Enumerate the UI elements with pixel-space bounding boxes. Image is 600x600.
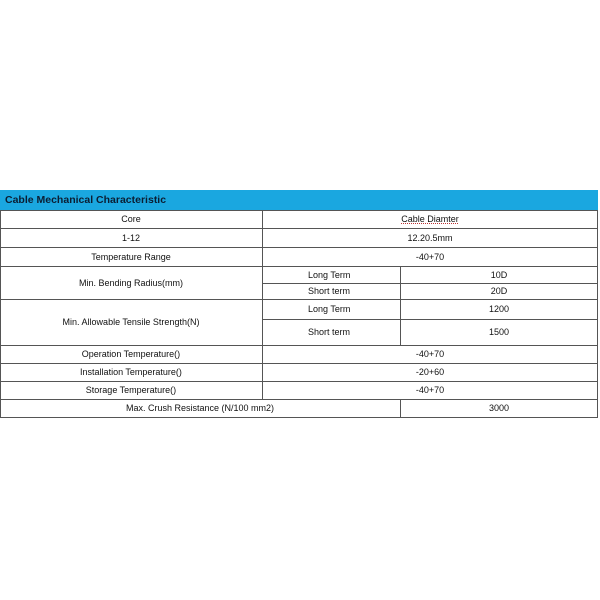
tensile-long-term-label: Long Term bbox=[308, 304, 351, 314]
header-cable-diameter-text: Cable Diamter bbox=[401, 214, 459, 224]
crush-resistance-label: Max. Crush Resistance (N/100 mm2) bbox=[125, 403, 275, 413]
row-divider bbox=[0, 417, 598, 418]
bending-radius-label: Min. Bending Radius(mm) bbox=[78, 277, 184, 288]
header-core: Core bbox=[121, 214, 141, 224]
tensile-short-term-label: Short term bbox=[308, 327, 351, 337]
tensile-short-term-value: 1500 bbox=[488, 327, 510, 337]
temperature-range-label: Temperature Range bbox=[91, 251, 171, 262]
table-title: Cable Mechanical Characteristic bbox=[0, 190, 598, 210]
crush-resistance-value: 3000 bbox=[488, 403, 510, 413]
bending-long-term-value: 10D bbox=[490, 269, 508, 280]
bending-short-term-value: 20D bbox=[490, 286, 508, 296]
operation-temperature-label: Operation Temperature() bbox=[81, 349, 181, 359]
operation-temperature-value: -40+70 bbox=[415, 349, 445, 359]
storage-temperature-label: Storage Temperature() bbox=[85, 385, 177, 395]
installation-temperature-value: -20+60 bbox=[415, 367, 445, 377]
tensile-strength-label: Min. Allowable Tensile Strength(N) bbox=[62, 317, 200, 327]
bending-short-term-label: Short term bbox=[308, 286, 351, 296]
tensile-long-term-value: 1200 bbox=[488, 304, 510, 314]
header-cable-diameter bbox=[262, 210, 598, 228]
storage-temperature-value: -40+70 bbox=[415, 385, 445, 395]
installation-temperature-label: Installation Temperature() bbox=[80, 367, 182, 377]
temperature-range-value: -40+70 bbox=[415, 251, 445, 262]
diameter-value: 12.20.5mm bbox=[407, 232, 453, 243]
bending-long-term-label: Long Term bbox=[308, 269, 351, 280]
core-value: 1-12 bbox=[121, 232, 140, 243]
